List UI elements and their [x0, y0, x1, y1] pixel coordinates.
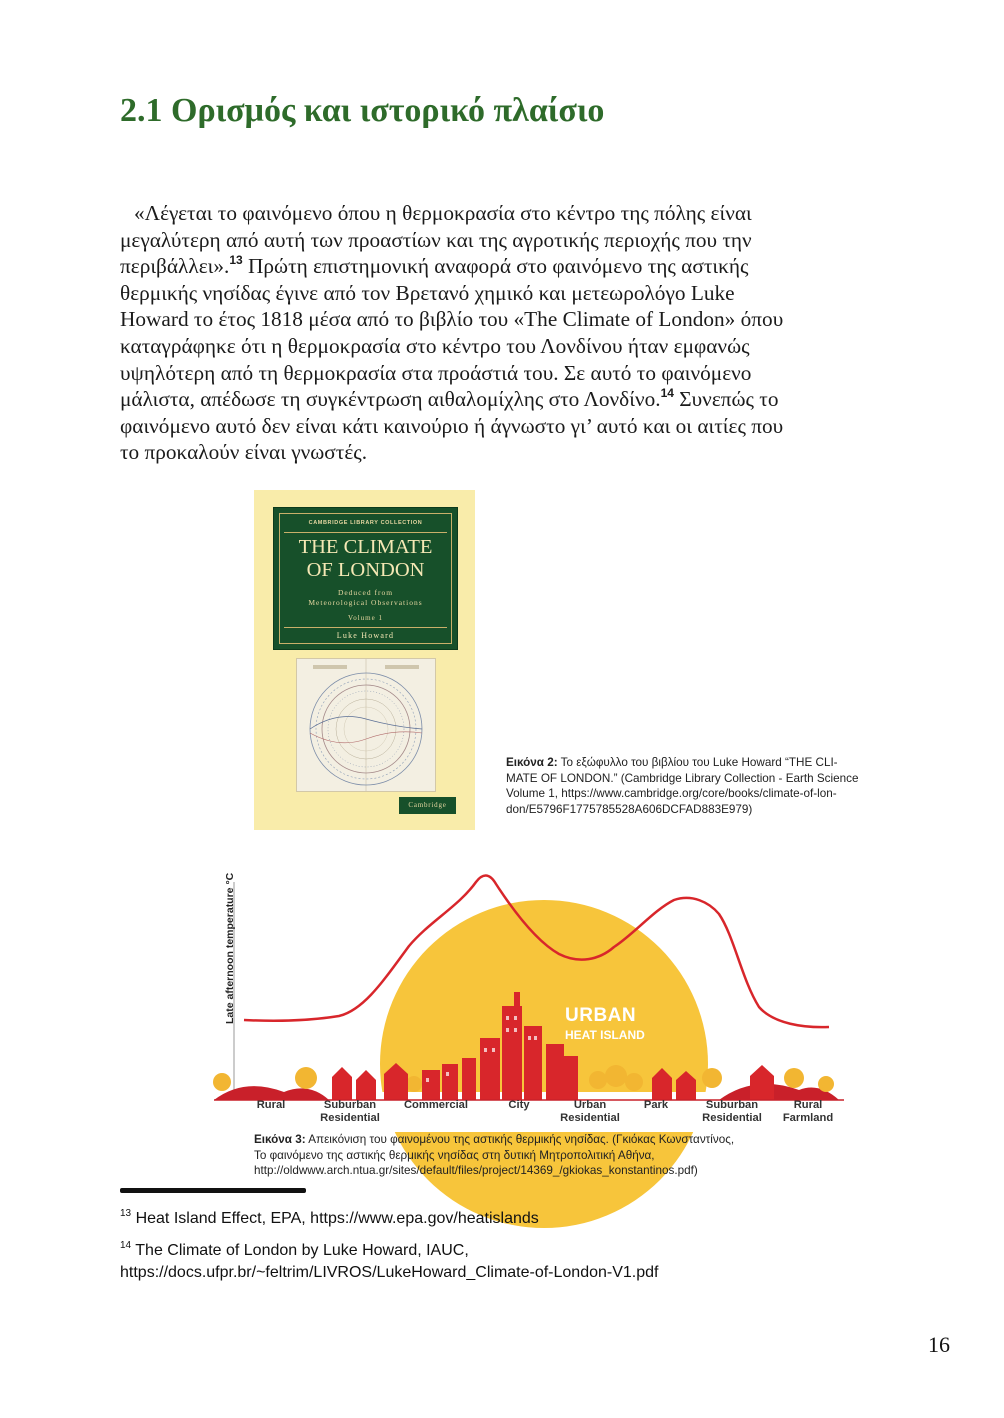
paragraph-line: Howard το έτος 1818 μέσα από το βιβλίο του «The Climate of London» όπου [120, 307, 784, 332]
cover-author: Luke Howard [336, 631, 395, 640]
caption-line: Volume 1, https://www.cambridge.org/core/books/climate-of-lon- [506, 787, 837, 800]
footnote-divider [120, 1188, 306, 1193]
paragraph-text: Συνεπώς το [673, 387, 779, 412]
cover-volume: Volume 1 [348, 614, 383, 622]
footnote-line [120, 1240, 658, 1262]
cover-title-line: OF LONDON [306, 559, 425, 581]
paragraph-line [120, 386, 880, 413]
y-axis-label: Late afternoon temperature °C [224, 872, 236, 1024]
body-paragraph [120, 200, 880, 466]
figure-2-caption [506, 755, 886, 817]
zone-label-text: Suburban [705, 1099, 759, 1111]
figure-3-caption [254, 1132, 814, 1179]
zone-label-text: Residential [702, 1112, 762, 1124]
heat-island-illustration [214, 852, 844, 1127]
zone-label-text: Suburban [323, 1099, 377, 1111]
paragraph-line: «Λέγεται το φαινόμενο όπου η θερμοκρασία στο κέντρο της πόλης είναι [134, 201, 752, 225]
circular-chart-illustration [297, 659, 435, 791]
page-number: 16 [928, 1332, 950, 1357]
footnote-text[interactable]: Heat Island Effect, EPA, https://www.epa.gov/heatislands [131, 1210, 539, 1227]
book-cover-image [254, 490, 475, 830]
zone-label-text: Park [643, 1099, 669, 1111]
cover-title-panel [273, 507, 458, 650]
cover-subtitle-line: Meteorological Observations [308, 598, 423, 607]
zone-label-text: Rural [793, 1099, 823, 1111]
paragraph-line: υψηλότερη από τη θερμοκρασία στα προάστιά του. Σε αυτό το φαινόμενο [120, 360, 752, 385]
urban-heat-island-title: URBAN [565, 1005, 637, 1026]
cover-series-label: CAMBRIDGE LIBRARY COLLECTION [308, 520, 423, 526]
footnote-14 [120, 1240, 658, 1284]
zone-label-text: Commercial [403, 1099, 469, 1111]
caption-text: Το εξώφυλλο του βιβλίου του Luke Howard “THE CLI- [557, 756, 838, 769]
cover-title [274, 536, 457, 582]
footnote-number: 14 [120, 1240, 132, 1251]
zone-label-text: Residential [320, 1112, 380, 1124]
footnote-text: The Climate of London by Luke Howard, IAUC, [131, 1242, 469, 1259]
paragraph-line: μεγαλύτερη από αυτή των προαστίων και της αγροτικής περιοχής που την [120, 227, 752, 252]
caption-line: Το φαινόμενο της αστικής θερμικής νησίδας στη δυτική Μητροπολιτική Αθήνα, [254, 1148, 655, 1162]
footnote-ref-14[interactable]: 14 [660, 386, 674, 401]
paragraph-line: το προκαλούν είναι γνωστές. [120, 440, 368, 465]
zone-label-text: Farmland [782, 1112, 834, 1124]
zone-label-rural-farmland [763, 1099, 853, 1125]
cover-divider [284, 532, 447, 533]
footnote-link[interactable]: https://docs.ufpr.br/~feltrim/LIVROS/LukeHoward_Climate-of-London-V1.pdf [120, 1264, 659, 1281]
zone-label-suburban-residential [305, 1099, 395, 1125]
sun-shape [380, 900, 708, 1228]
caption-label: Εικόνα 3: [254, 1133, 306, 1146]
paragraph-text: μάλιστα, απέδωσε τη συγκέντρωση αιθαλομίχλης στο Λονδίνο. [120, 387, 661, 412]
caption-line: http://oldwww.arch.ntua.gr/sites/default/files/project/14369_/gkiokas_konstantinos.pdf) [254, 1164, 698, 1177]
caption-line [254, 1132, 814, 1148]
zone-label-text: Rural [256, 1099, 286, 1111]
footnote-ref-13[interactable]: 13 [229, 253, 243, 268]
cover-divider [284, 627, 447, 628]
paragraph-line: καταγράφηκε ότι η θερμοκρασία στο κέντρο του Λονδίνου ήταν εμφανώς [120, 333, 750, 358]
caption-label: Εικόνα 2: [506, 756, 558, 769]
paragraph-line [120, 253, 880, 280]
cover-publisher: Cambridge [399, 797, 456, 814]
urban-heat-island-subtitle: HEAT ISLAND [565, 1028, 645, 1042]
cover-subtitle [274, 588, 457, 608]
cover-chart-plate [296, 658, 436, 792]
caption-line [506, 755, 886, 771]
caption-text: Απεικόνιση του φαινομένου της αστικής θερμικής νησίδας. (Γκιόκας Κωνσταντίνος, [305, 1133, 735, 1146]
section-heading: 2.1 Ορισμός και ιστορικό πλαίσιο [120, 92, 605, 129]
caption-line: don/E5796F1775785528A606DCFAD883E979) [506, 802, 753, 816]
paragraph-line: θερμικής νησίδας έγινε από τον Βρετανό χημικό και μετεωρολόγο Luke [120, 280, 735, 305]
zone-label-text: Residential [560, 1112, 620, 1124]
zone-label-text: Urban [573, 1099, 607, 1111]
zone-label-rural [226, 1099, 316, 1112]
footnote-line [120, 1208, 539, 1230]
footnote-13 [120, 1208, 539, 1230]
zone-label-text: City [508, 1099, 530, 1111]
paragraph-text: περιβάλλει». [120, 254, 230, 279]
zone-label-commercial [391, 1099, 481, 1112]
cover-subtitle-line: Deduced from [337, 588, 394, 597]
paragraph-line: φαινόμενο αυτό δεν είναι κάτι καινούριο ή άγνωστο γι’ αυτό και οι αιτίες που [120, 413, 784, 438]
caption-line: MATE OF LONDON.” (Cambridge Library Collection - Earth Science [506, 771, 859, 785]
cover-title-line: THE CLIMATE [298, 536, 433, 558]
footnote-number: 13 [120, 1208, 132, 1219]
paragraph-text: Πρώτη επιστημονική αναφορά στο φαινόμενο της αστικής [242, 254, 749, 279]
